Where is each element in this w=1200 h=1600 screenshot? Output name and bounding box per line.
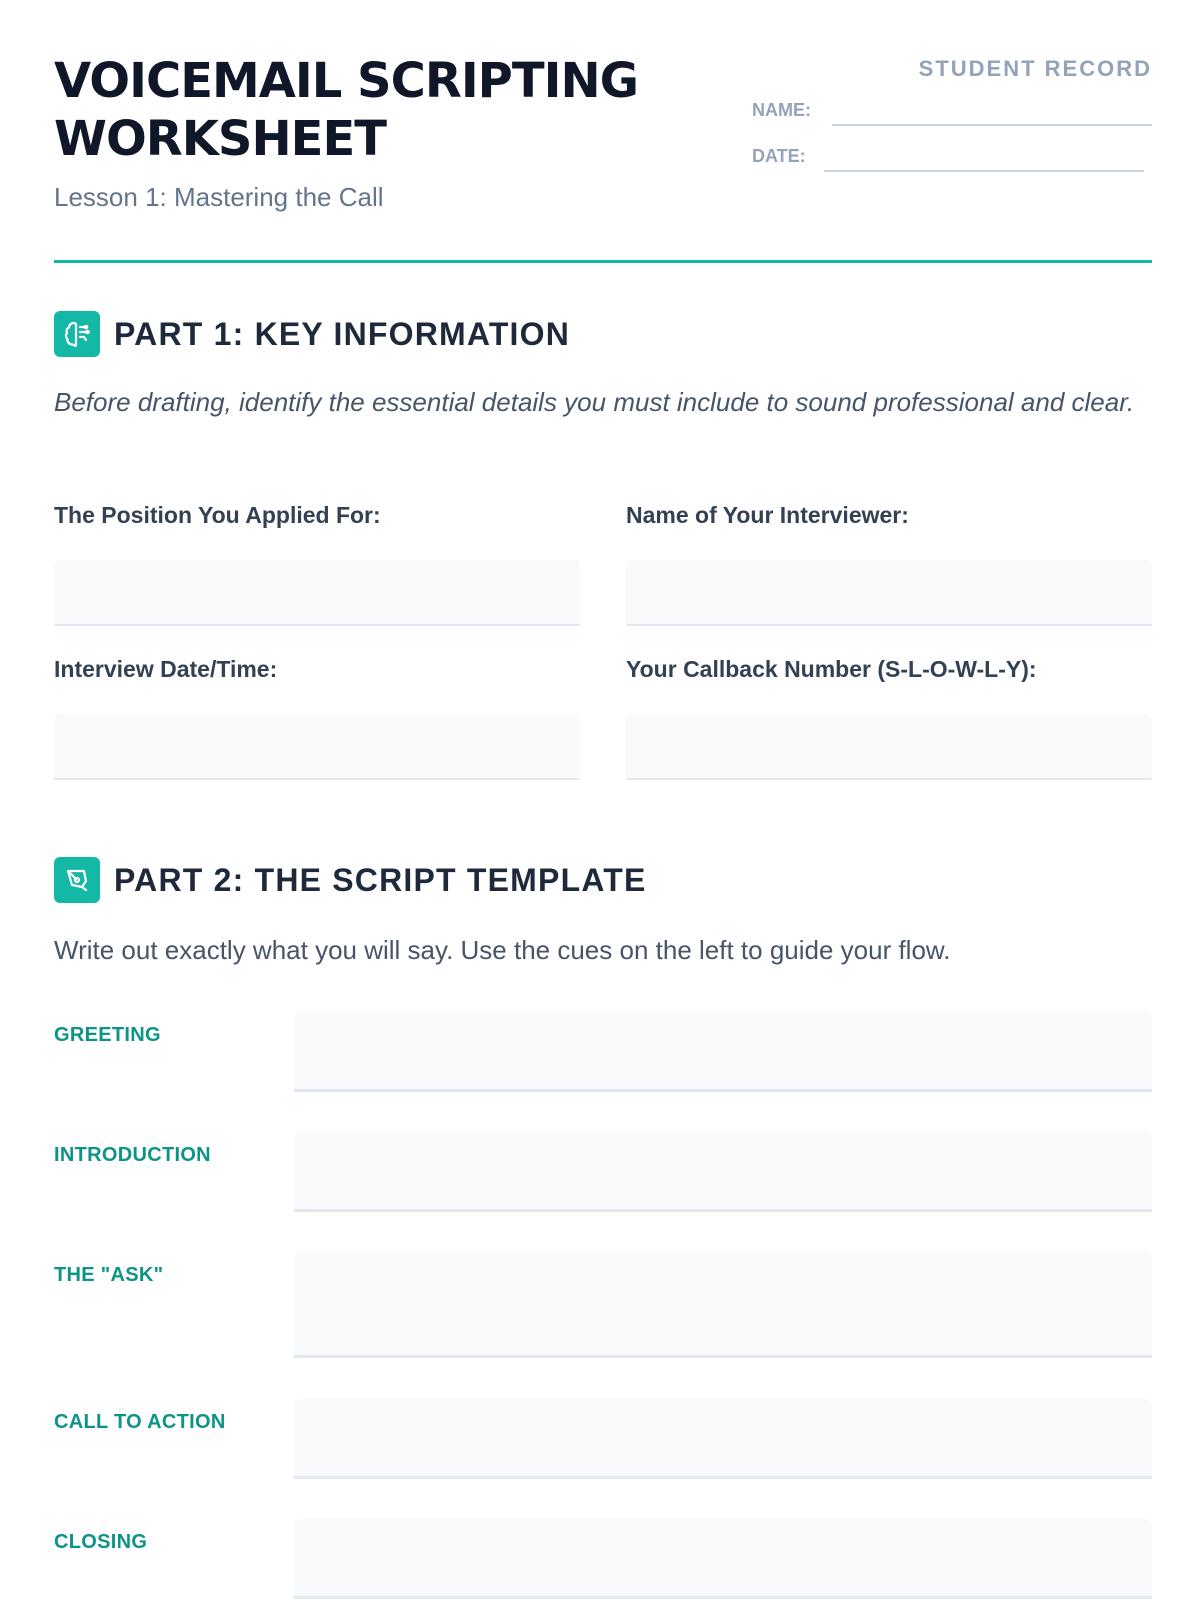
script-row-introduction: [54, 1132, 1152, 1212]
part2-title: PART 2: THE SCRIPT TEMPLATE: [114, 861, 647, 898]
worksheet-header: [54, 52, 1152, 222]
script-label-closing: CLOSING: [54, 1531, 148, 1553]
field-interviewer: [626, 500, 1152, 626]
script-row-greeting: [54, 1012, 1152, 1092]
field-callback-number: [626, 654, 1152, 780]
page-title: VOICEMAIL SCRIPTING WORKSHEET: [54, 53, 639, 167]
ask-textarea[interactable]: [294, 1252, 1152, 1358]
part2-heading: [54, 856, 647, 904]
script-label-introduction: INTRODUCTION: [54, 1144, 211, 1166]
student-date-line[interactable]: [824, 170, 1144, 172]
student-name-label: NAME:: [752, 100, 811, 120]
page-subtitle: Lesson 1: Mastering the Call: [54, 182, 384, 212]
position-input[interactable]: [54, 560, 580, 626]
part1-title: PART 1: KEY INFORMATION: [114, 315, 571, 352]
field-position: [54, 500, 580, 626]
field-interview-datetime-label: Interview Date/Time:: [54, 656, 278, 682]
callback-number-input[interactable]: [626, 714, 1152, 780]
script-row-closing: [54, 1519, 1152, 1599]
script-label-call-to-action: CALL TO ACTION: [54, 1411, 226, 1433]
pen-nib-icon: [54, 857, 100, 903]
interview-datetime-input[interactable]: [54, 714, 580, 780]
part2-intro: Write out exactly what you will say. Use the cues on the left to guide your flow.: [54, 935, 951, 965]
student-name-line[interactable]: [832, 124, 1152, 126]
field-interview-datetime: [54, 654, 580, 780]
part1-intro: Before drafting, identify the essential details you must include to sound professional and clear.: [54, 387, 1135, 417]
student-record: [752, 52, 1152, 182]
script-label-ask: THE "ASK": [54, 1264, 164, 1286]
worksheet-page: [54, 0, 1152, 1600]
script-label-greeting: GREETING: [54, 1024, 161, 1046]
part1-heading: [54, 310, 570, 358]
script-row-ask: [54, 1252, 1152, 1358]
greeting-textarea[interactable]: [294, 1012, 1152, 1092]
closing-textarea[interactable]: [294, 1519, 1152, 1599]
call-to-action-textarea[interactable]: [294, 1399, 1152, 1479]
header-divider: [54, 260, 1152, 263]
introduction-textarea[interactable]: [294, 1132, 1152, 1212]
student-date-label: DATE:: [752, 146, 806, 166]
field-interviewer-label: Name of Your Interviewer:: [626, 502, 909, 528]
script-row-call-to-action: [54, 1399, 1152, 1479]
student-name-row: [752, 96, 1152, 126]
field-position-label: The Position You Applied For:: [54, 502, 381, 528]
student-date-row: [752, 142, 1152, 172]
field-callback-number-label: Your Callback Number (S-L-O-W-L-Y):: [626, 656, 1037, 682]
interviewer-input[interactable]: [626, 560, 1152, 626]
student-record-title: STUDENT RECORD: [918, 56, 1152, 81]
brain-icon: [54, 311, 100, 357]
